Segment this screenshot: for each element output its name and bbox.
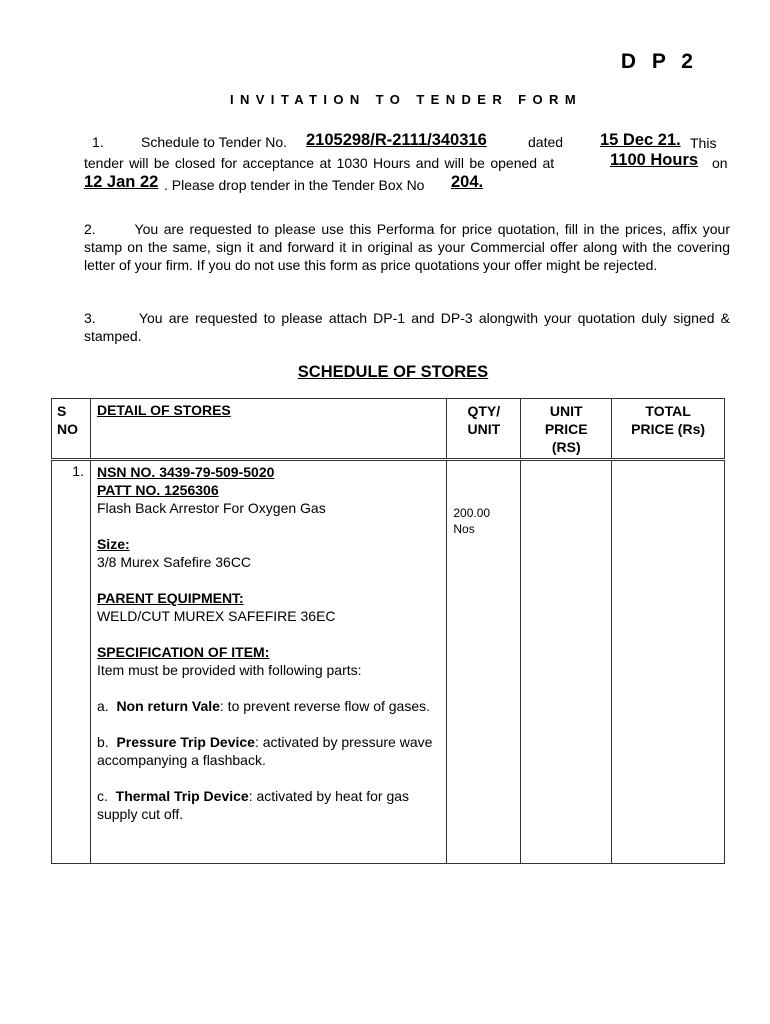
- paragraph-3: 3. You are requested to please attach DP-1 and DP-3 alongwith your quotation duly signed & stamped.: [84, 310, 730, 344]
- document-code: D P 2: [620, 50, 698, 73]
- opening-time: 1100 Hours: [610, 151, 699, 169]
- part-b: b. Pressure Trip Device: activated by pressure wave accompanying a flashback.: [96, 734, 433, 768]
- size-label: Size:: [96, 536, 130, 552]
- item-description: Flash Back Arrestor For Oxygen Gas: [96, 500, 326, 516]
- parent-equipment-value: WELD/CUT MUREX SAFEFIRE 36EC: [96, 608, 336, 624]
- on-word: on: [712, 155, 728, 171]
- para1-line2: tender will be closed for acceptance at 1030 Hours and will be opened at: [84, 155, 555, 171]
- schedule-table: [51, 398, 725, 864]
- specification-intro: Item must be provided with following parts:: [96, 662, 362, 678]
- qty-value: 200.00: [453, 506, 491, 520]
- table-row: [52, 460, 725, 864]
- paragraph-2: 2. You are requested to please use this Performa for price quotation, fill in the prices, affix your stamp on the same, sign it and forward it in original as your Commercial offer along with the covering letter of your firm. If you do not use this form as price quotations your offer might be rejected.: [84, 221, 730, 273]
- nsn-number: NSN NO. 3439-79-509-5020: [96, 464, 275, 480]
- header-unit-price: UNIT PRICE (RS): [521, 399, 612, 460]
- header-sno: S NO: [52, 399, 91, 460]
- parent-equipment-label: PARENT EQUIPMENT:: [96, 590, 244, 606]
- drop-instruction: . Please drop tender in the Tender Box No: [164, 177, 425, 193]
- header-qty: QTY/ UNIT: [447, 399, 521, 460]
- this-word: This: [690, 135, 717, 151]
- schedule-heading: SCHEDULE OF STORES: [297, 363, 489, 381]
- paragraph-1: [84, 131, 730, 195]
- form-title: INVITATION TO TENDER FORM: [229, 92, 583, 107]
- header-total-price: TOTAL PRICE (Rs): [612, 399, 725, 460]
- table-header-row: [52, 399, 725, 460]
- opening-date: 12 Jan 22: [84, 173, 159, 191]
- row-total-price[interactable]: [612, 460, 725, 864]
- row-sno: 1.: [52, 460, 91, 864]
- row-unit-price[interactable]: [521, 460, 612, 864]
- row-qty: [447, 460, 521, 864]
- patt-number: PATT NO. 1256306: [96, 482, 219, 498]
- header-detail: DETAIL OF STORES: [90, 399, 446, 460]
- tender-box-number: 204.: [451, 173, 484, 191]
- para1-number: 1.: [92, 134, 104, 150]
- part-c: c. Thermal Trip Device: activated by heat for gas supply cut off.: [96, 788, 410, 822]
- specification-label: SPECIFICATION OF ITEM:: [96, 644, 270, 660]
- dated-label: dated: [528, 134, 564, 150]
- tender-date: 15 Dec 21.: [600, 131, 681, 149]
- para1-lead: Schedule to Tender No.: [141, 134, 288, 150]
- row-detail: [90, 460, 446, 864]
- tender-number: 2105298/R-2111/340316: [306, 131, 487, 149]
- size-value: 3/8 Murex Safefire 36CC: [96, 554, 252, 570]
- part-a: a. Non return Vale: to prevent reverse flow of gases.: [96, 698, 431, 714]
- qty-unit: Nos: [453, 522, 475, 536]
